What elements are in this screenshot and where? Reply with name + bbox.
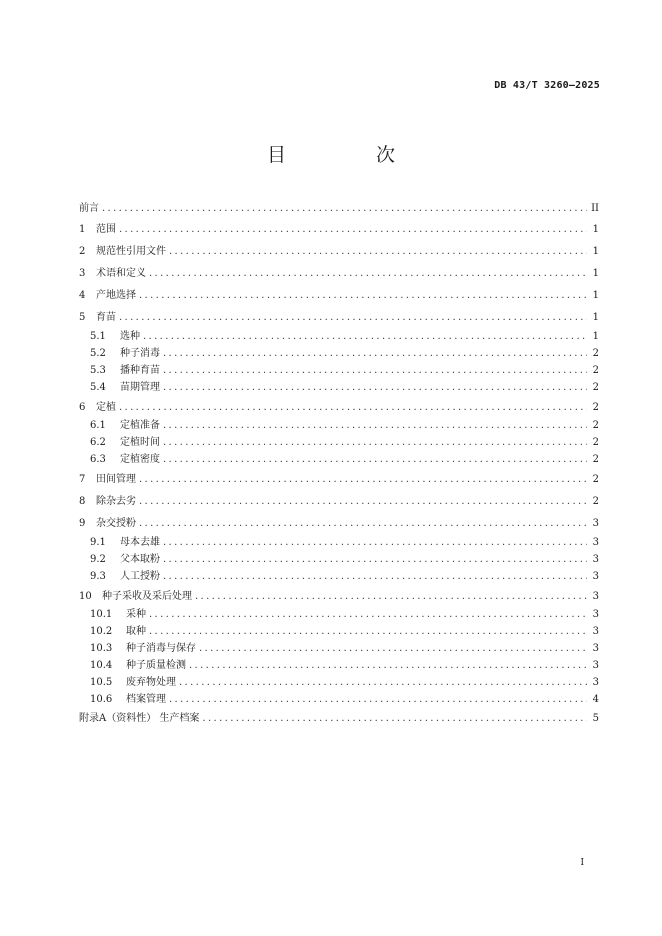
toc-entry-label: 定植准备 xyxy=(120,420,160,431)
toc-leader-dots xyxy=(139,517,587,531)
toc-entry-page: 2 xyxy=(592,454,599,465)
toc-leader-dots xyxy=(179,676,587,690)
toc-leader-dots xyxy=(149,608,587,622)
toc-entry-page: 2 xyxy=(592,382,599,393)
toc-entry[interactable] xyxy=(79,223,599,237)
toc-entry-number: 6.2 xyxy=(90,437,106,448)
toc-entry-page: 2 xyxy=(592,365,599,376)
toc-entry[interactable] xyxy=(79,517,599,531)
toc-entry-number: 10.6 xyxy=(90,694,113,705)
toc-entry-number: 6.1 xyxy=(90,420,106,431)
toc-entry-label: 取种 xyxy=(126,626,146,637)
toc-entry-label: 种子消毒 xyxy=(120,348,160,359)
toc-entry-page: 5 xyxy=(592,713,599,724)
toc-leader-dots xyxy=(149,625,587,639)
page-number: I xyxy=(580,858,584,868)
toc-leader-dots xyxy=(102,202,587,216)
toc-entry[interactable] xyxy=(79,267,599,281)
toc-entry-number: 1 xyxy=(79,224,86,235)
table-of-contents xyxy=(79,0,599,936)
toc-entry-label: 术语和定义 xyxy=(96,268,146,279)
toc-entry-page: 2 xyxy=(592,437,599,448)
page-title: 目 次 xyxy=(266,144,438,166)
toc-entry[interactable] xyxy=(90,453,599,467)
toc-entry-page: 3 xyxy=(592,591,599,602)
toc-entry-page: 1 xyxy=(592,224,599,235)
toc-entry-label: 母本去雄 xyxy=(120,537,160,548)
toc-entry-label: 育苗 xyxy=(96,312,116,323)
toc-entry-page: 3 xyxy=(592,609,599,620)
toc-entry-label: 规范性引用文件 xyxy=(96,246,166,257)
toc-leader-dots xyxy=(143,330,587,344)
toc-entry-number: 4 xyxy=(79,290,86,301)
toc-entry-label: 种子采收及采后处理 xyxy=(102,591,192,602)
toc-entry-number: 5.3 xyxy=(90,365,106,376)
toc-leader-dots xyxy=(199,642,587,656)
toc-entry-label: 除杂去劣 xyxy=(96,496,136,507)
toc-leader-dots xyxy=(169,245,587,259)
toc-entry-page: 1 xyxy=(592,331,599,342)
toc-entry-number: 9.3 xyxy=(90,571,106,582)
toc-entry-page: 1 xyxy=(592,246,599,257)
toc-entry[interactable] xyxy=(90,659,599,673)
toc-entry[interactable] xyxy=(90,625,599,639)
toc-entry-number: 5.2 xyxy=(90,348,106,359)
toc-entry-number: 5 xyxy=(79,312,86,323)
toc-entry-number: 9.2 xyxy=(90,554,106,565)
toc-entry-label: 前言 xyxy=(79,203,99,214)
toc-entry[interactable] xyxy=(79,712,599,726)
toc-entry-number: 8 xyxy=(79,496,86,507)
toc-entry-page: II xyxy=(591,203,599,214)
toc-entry[interactable] xyxy=(90,436,599,450)
toc-entry[interactable] xyxy=(90,676,599,690)
toc-entry-number: 6 xyxy=(79,402,86,413)
toc-entry-number: 5.1 xyxy=(90,331,106,342)
toc-leader-dots xyxy=(149,267,587,281)
toc-entry-page: 2 xyxy=(592,402,599,413)
toc-entry-number: 7 xyxy=(79,474,86,485)
toc-leader-dots xyxy=(169,693,587,707)
toc-leader-dots xyxy=(163,381,587,395)
toc-entry-label: 定植时间 xyxy=(120,437,160,448)
toc-entry-number: 5.4 xyxy=(90,382,106,393)
toc-entry-label: 采种 xyxy=(126,609,146,620)
toc-entry[interactable] xyxy=(90,570,599,584)
toc-entry-page: 2 xyxy=(592,420,599,431)
toc-entry[interactable] xyxy=(90,553,599,567)
toc-entry-label: 范围 xyxy=(96,224,116,235)
toc-entry-label: 父本取粉 xyxy=(120,554,160,565)
toc-entry[interactable] xyxy=(79,473,599,487)
toc-entry-label: 播种育苗 xyxy=(120,365,160,376)
toc-entry-label: 杂交授粉 xyxy=(96,518,136,529)
toc-entry-page: 1 xyxy=(592,312,599,323)
toc-entry-label: 人工授粉 xyxy=(120,571,160,582)
toc-leader-dots xyxy=(139,289,587,303)
toc-leader-dots xyxy=(163,364,587,378)
toc-entry[interactable] xyxy=(90,608,599,622)
toc-entry[interactable] xyxy=(79,245,599,259)
toc-entry-label: 定植密度 xyxy=(120,454,160,465)
toc-entry-number: 2 xyxy=(79,246,86,257)
toc-entry-number: 6.3 xyxy=(90,454,106,465)
toc-entry-page: 3 xyxy=(592,643,599,654)
toc-entry-label: 种子消毒与保存 xyxy=(126,643,196,654)
toc-entry-label: 附录A（资料性） 生产档案 xyxy=(79,713,200,724)
toc-leader-dots xyxy=(163,570,587,584)
toc-entry-label: 选种 xyxy=(120,331,140,342)
toc-leader-dots xyxy=(163,347,587,361)
toc-entry-page: 2 xyxy=(592,474,599,485)
toc-entry-page: 3 xyxy=(592,537,599,548)
toc-leader-dots xyxy=(202,712,587,726)
toc-entry[interactable] xyxy=(79,289,599,303)
toc-entry-page: 2 xyxy=(592,348,599,359)
toc-entry[interactable] xyxy=(79,495,599,509)
toc-entry[interactable] xyxy=(90,381,599,395)
toc-entry-number: 10.2 xyxy=(90,626,113,637)
toc-leader-dots xyxy=(163,536,587,550)
toc-leader-dots xyxy=(195,590,587,604)
toc-leader-dots xyxy=(139,473,587,487)
toc-entry-page: 1 xyxy=(592,268,599,279)
toc-entry-label: 废弃物处理 xyxy=(126,677,176,688)
toc-entry-number: 10 xyxy=(79,591,92,602)
toc-leader-dots xyxy=(163,419,587,433)
toc-entry-number: 9.1 xyxy=(90,537,106,548)
toc-entry-label: 产地选择 xyxy=(96,290,136,301)
toc-entry-label: 苗期管理 xyxy=(120,382,160,393)
toc-leader-dots xyxy=(163,436,587,450)
toc-entry-page: 2 xyxy=(592,496,599,507)
toc-entry-number: 10.5 xyxy=(90,677,113,688)
toc-entry-page: 3 xyxy=(592,518,599,529)
toc-entry[interactable] xyxy=(90,536,599,550)
toc-entry-page: 3 xyxy=(592,677,599,688)
toc-leader-dots xyxy=(119,401,587,415)
toc-entry-label: 田间管理 xyxy=(96,474,136,485)
document-number: DB 43/T 3260—2025 xyxy=(494,80,600,91)
toc-entry-label: 种子质量检测 xyxy=(126,660,186,671)
toc-leader-dots xyxy=(139,495,587,509)
toc-entry[interactable] xyxy=(79,311,599,325)
toc-entry-page: 3 xyxy=(592,571,599,582)
toc-entry-label: 档案管理 xyxy=(126,694,166,705)
toc-entry-number: 10.1 xyxy=(90,609,113,620)
toc-entry-page: 3 xyxy=(592,626,599,637)
toc-leader-dots xyxy=(163,453,587,467)
toc-leader-dots xyxy=(119,223,587,237)
toc-leader-dots xyxy=(189,659,587,673)
toc-entry-number: 10.3 xyxy=(90,643,113,654)
toc-entry[interactable] xyxy=(79,401,599,415)
toc-entry[interactable] xyxy=(90,330,599,344)
toc-entry-number: 10.4 xyxy=(90,660,113,671)
toc-entry[interactable] xyxy=(79,590,599,604)
toc-entry-label: 定植 xyxy=(96,402,116,413)
toc-entry[interactable] xyxy=(90,419,599,433)
toc-entry[interactable] xyxy=(90,693,599,707)
toc-entry-page: 3 xyxy=(592,554,599,565)
toc-entry-number: 9 xyxy=(79,518,86,529)
toc-entry[interactable] xyxy=(90,347,599,361)
toc-entry[interactable] xyxy=(90,642,599,656)
toc-leader-dots xyxy=(163,553,587,567)
toc-leader-dots xyxy=(119,311,587,325)
toc-entry-number: 3 xyxy=(79,268,86,279)
toc-entry[interactable] xyxy=(79,202,599,216)
toc-entry-page: 3 xyxy=(592,660,599,671)
toc-entry[interactable] xyxy=(90,364,599,378)
toc-entry-page: 4 xyxy=(592,694,599,705)
toc-entry-page: 1 xyxy=(592,290,599,301)
